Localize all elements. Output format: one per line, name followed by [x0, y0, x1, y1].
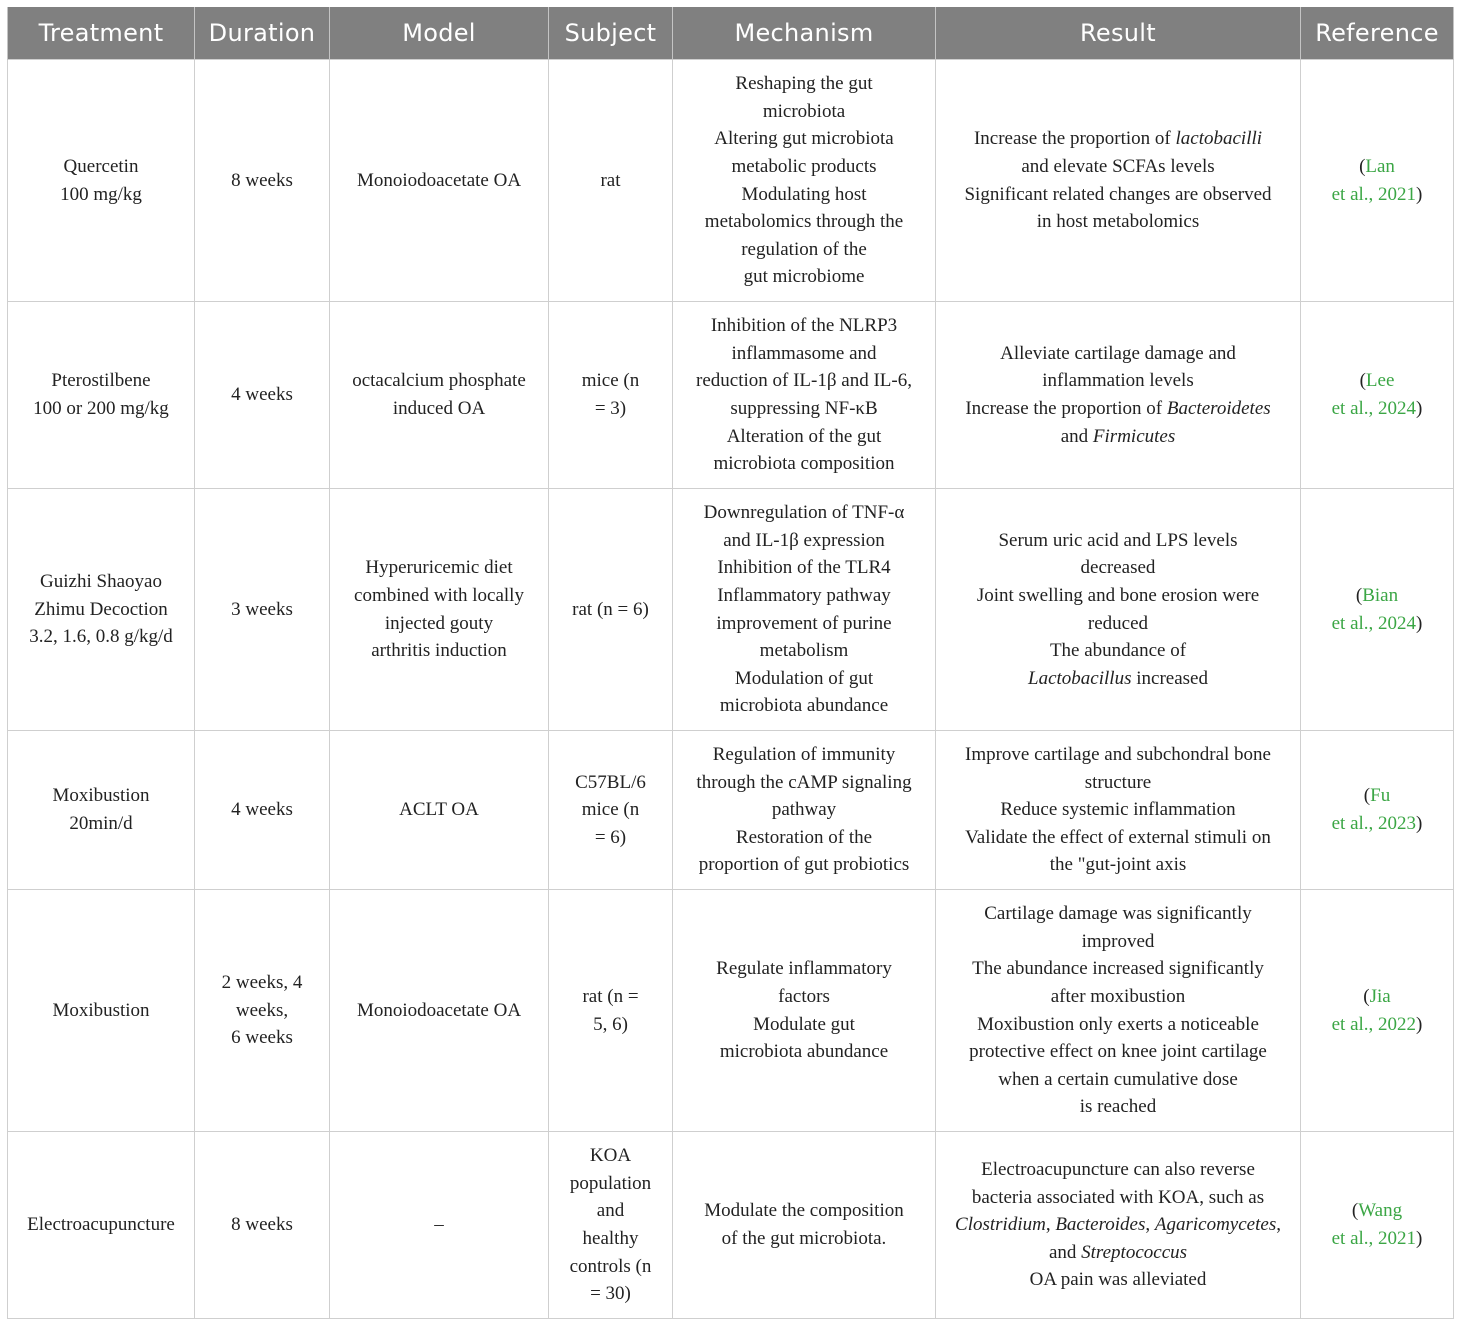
reference-link-author[interactable]: Wang: [1358, 1200, 1403, 1222]
result-italic-text: Bacteroides: [1055, 1214, 1146, 1236]
mechanism-cell-line: microbiota: [762, 100, 846, 122]
reference-line: (Wang: [1351, 1200, 1403, 1222]
header-mechanism: Mechanism: [673, 7, 936, 60]
table-row: [8, 302, 1454, 489]
result-italic-text: Lactobacillus: [1028, 667, 1132, 689]
subject-cell-line: = 30): [590, 1283, 631, 1305]
result-text: bacteria associated with KOA, such as: [971, 1186, 1265, 1208]
mechanism-cell-line: Inhibition of the NLRP3: [710, 315, 898, 337]
result-cell-line: [944, 928, 1292, 956]
result-cell-line: [944, 395, 1292, 423]
result-cell-line: [944, 741, 1292, 769]
reference-line: et al., 2021): [1331, 183, 1423, 205]
mechanism-cell-line: Modulating host: [741, 183, 867, 205]
model-cell-line: Monoiodoacetate OA: [356, 169, 522, 191]
reference-line: et al., 2023): [1331, 813, 1423, 834]
result-italic-text: Bacteroidetes: [1166, 398, 1271, 419]
result-text: Cartilage damage was significantly: [984, 903, 1252, 925]
model-cell-line: induced OA: [392, 398, 486, 419]
mechanism-cell-line: pathway: [771, 799, 837, 821]
result-cell-line: [944, 340, 1292, 368]
result-cell-line: [944, 637, 1292, 665]
model-cell-line: combined with locally: [354, 584, 524, 606]
header-model: Model: [330, 7, 549, 60]
result-text: Validate the effect of external stimuli on: [965, 826, 1271, 848]
table-row: [8, 890, 1454, 1132]
result-text: the "gut-joint axis: [1049, 854, 1187, 876]
result-cell-line: [944, 367, 1292, 395]
subject-cell: [549, 302, 673, 489]
mechanism-cell-line: Restoration of the: [735, 826, 873, 848]
model-cell-line: Hyperuricemic diet: [365, 557, 513, 579]
model-cell: [330, 731, 549, 890]
result-text: is reached: [1079, 1096, 1157, 1118]
model-cell: [330, 302, 549, 489]
treatment-cell: [8, 731, 195, 890]
reference-line: (Jia: [1363, 985, 1391, 1007]
mechanism-cell-line: Modulate the composition: [704, 1200, 904, 1222]
subject-cell-line: rat (n =: [582, 985, 639, 1007]
mechanism-cell: [673, 60, 936, 302]
result-cell-line: [944, 554, 1292, 582]
result-cell: [936, 60, 1301, 302]
mechanism-cell-line: improvement of purine: [716, 612, 892, 634]
treatment-cell: [8, 489, 195, 731]
treatment-cell-line: Zhimu Decoction: [34, 598, 168, 620]
mechanism-cell-line: Alteration of the gut: [726, 425, 882, 447]
duration-cell-line: 8 weeks: [231, 1214, 293, 1236]
table-row: [8, 60, 1454, 302]
result-cell-line: [944, 1211, 1292, 1239]
result-text: Alleviate cartilage damage and: [1000, 342, 1236, 364]
subject-cell-line: C57BL/6: [575, 771, 646, 793]
model-cell-line: ACLT OA: [399, 799, 479, 821]
result-text: after moxibustion: [1050, 985, 1186, 1007]
result-cell: [936, 1132, 1301, 1319]
result-text: and: [1060, 425, 1093, 447]
treatment-cell: [8, 60, 195, 302]
mechanism-cell-line: Modulate gut: [753, 1013, 855, 1035]
result-italic-text: Agaricomycetes: [1154, 1214, 1277, 1236]
reference-line: et al., 2024): [1331, 612, 1423, 634]
reference-cell: [1301, 1132, 1454, 1319]
table-row: [8, 1132, 1454, 1319]
reference-cell: [1301, 302, 1454, 489]
result-text: increased: [1131, 667, 1208, 689]
result-cell-line: [944, 527, 1292, 555]
result-text: Moxibustion only exerts a noticeable: [977, 1013, 1259, 1035]
reference-link-author[interactable]: Bian: [1362, 584, 1399, 606]
result-cell-line: [944, 181, 1292, 209]
result-cell-line: [944, 582, 1292, 610]
result-text: The abundance increased significantly: [972, 958, 1264, 980]
header-treatment: Treatment: [8, 7, 195, 60]
model-cell-line: –: [434, 1214, 444, 1236]
result-cell-line: [944, 1038, 1292, 1066]
mechanism-cell-line: Inflammatory pathway: [717, 584, 891, 606]
header-subject: Subject: [549, 7, 673, 60]
treatment-cell: [8, 1132, 195, 1319]
studies-table: [7, 7, 1454, 1319]
reference-link-year[interactable]: et al., 2024: [1331, 398, 1417, 419]
duration-cell-line: 3 weeks: [231, 598, 293, 620]
result-text: Significant related changes are observed: [964, 183, 1272, 205]
model-cell-line: arthritis induction: [371, 640, 507, 662]
mechanism-cell-line: Modulation of gut: [734, 667, 874, 689]
reference-cell: [1301, 489, 1454, 731]
treatment-cell-line: 100 or 200 mg/kg: [33, 398, 169, 419]
subject-cell: [549, 1132, 673, 1319]
subject-cell-line: = 3): [594, 398, 627, 419]
mechanism-cell-line: metabolism: [759, 640, 849, 662]
treatment-cell-line: Moxibustion: [52, 999, 150, 1021]
mechanism-cell-line: Altering gut microbiota: [714, 128, 894, 150]
treatment-cell-line: Pterostilbene: [51, 370, 151, 392]
duration-cell-line: 2 weeks, 4: [221, 972, 303, 994]
mechanism-cell: [673, 890, 936, 1132]
mechanism-cell: [673, 489, 936, 731]
reference-line: et al., 2021): [1331, 1228, 1423, 1249]
reference-link-author[interactable]: Lan: [1365, 155, 1395, 177]
mechanism-cell-line: inflammasome and: [731, 342, 877, 364]
mechanism-cell-line: proportion of gut probiotics: [698, 854, 910, 876]
result-text: Improve cartilage and subchondral bone: [965, 744, 1271, 766]
mechanism-cell-line: Reshaping the gut: [735, 73, 873, 95]
result-italic-text: Firmicutes: [1092, 425, 1176, 447]
result-cell-line: [944, 796, 1292, 824]
subject-cell-line: population: [569, 1172, 652, 1194]
subject-cell: [549, 489, 673, 731]
mechanism-cell: [673, 302, 936, 489]
result-text: protective effect on knee joint cartilage: [969, 1041, 1267, 1063]
result-italic-text: Clostridium: [955, 1214, 1046, 1236]
reference-link-year[interactable]: et al., 2024: [1331, 612, 1417, 634]
model-cell-line: Monoiodoacetate OA: [356, 999, 522, 1021]
subject-cell-line: and: [596, 1200, 625, 1222]
model-cell-line: injected gouty: [384, 612, 494, 634]
model-cell: [330, 890, 549, 1132]
mechanism-cell-line: Regulation of immunity: [712, 744, 896, 766]
mechanism-cell: [673, 731, 936, 890]
result-text: Increase the proportion of: [973, 128, 1176, 150]
subject-cell-line: healthy: [582, 1228, 639, 1249]
header-reference: Reference: [1301, 7, 1454, 60]
result-text: when a certain cumulative dose: [998, 1068, 1238, 1090]
result-cell-line: [944, 983, 1292, 1011]
mechanism-cell-line: Regulate inflammatory: [716, 958, 892, 980]
result-cell-line: [944, 610, 1292, 638]
reference-line: (Lee: [1359, 370, 1395, 392]
result-cell: [936, 890, 1301, 1132]
result-text: in host metabolomics: [1036, 211, 1200, 233]
duration-cell-line: 8 weeks: [231, 169, 293, 191]
duration-cell: [195, 1132, 330, 1319]
reference-link-author[interactable]: Lee: [1365, 370, 1395, 392]
reference-cell: [1301, 60, 1454, 302]
result-text: Increase the proportion of: [965, 398, 1167, 419]
result-text: Electroacupuncture can also reverse: [981, 1159, 1255, 1181]
mechanism-cell-line: metabolic products: [731, 155, 877, 177]
treatment-cell-line: Moxibustion: [52, 785, 150, 807]
duration-cell-line: weeks,: [235, 999, 289, 1021]
reference-line: (Fu: [1363, 785, 1391, 807]
result-cell-line: [944, 665, 1292, 693]
result-cell-line: [944, 1093, 1292, 1121]
result-cell-line: [944, 1184, 1292, 1212]
mechanism-cell-line: through the cAMP signaling: [696, 771, 912, 793]
reference-line: et al., 2024): [1331, 398, 1423, 419]
mechanism-cell-line: and IL-1β expression: [723, 529, 885, 551]
duration-cell-line: 4 weeks: [231, 799, 293, 821]
result-cell: [936, 489, 1301, 731]
treatment-cell: [8, 890, 195, 1132]
model-cell: [330, 489, 549, 731]
treatment-cell-line: Guizhi Shaoyao: [40, 571, 162, 593]
reference-link-year[interactable]: et al., 2023: [1331, 813, 1417, 834]
reference-line: et al., 2022): [1331, 1013, 1423, 1035]
duration-cell: [195, 302, 330, 489]
result-cell-line: [944, 769, 1292, 797]
mechanism-cell-line: reduction of IL-1β and IL-6,: [696, 370, 912, 392]
duration-cell: [195, 489, 330, 731]
result-cell-line: [944, 851, 1292, 879]
subject-cell: [549, 731, 673, 890]
reference-link-year[interactable]: et al., 2021: [1331, 1228, 1417, 1249]
subject-cell-line: KOA: [589, 1145, 632, 1167]
result-cell-line: [944, 955, 1292, 983]
result-text: ,: [1145, 1214, 1155, 1236]
result-text: Joint swelling and bone erosion were: [976, 584, 1260, 606]
result-cell: [936, 302, 1301, 489]
treatment-cell-line: 20min/d: [69, 813, 133, 834]
result-text: ,: [1045, 1214, 1056, 1236]
result-cell-line: [944, 900, 1292, 928]
result-cell-line: [944, 208, 1292, 236]
result-cell-line: [944, 423, 1292, 451]
result-cell-line: [944, 1066, 1292, 1094]
duration-cell-line: 4 weeks: [231, 384, 293, 406]
result-text: inflammation levels: [1042, 370, 1194, 392]
mechanism-cell-line: microbiota composition: [713, 453, 895, 475]
table-body: [8, 60, 1454, 1319]
subject-cell-line: controls (n: [569, 1255, 652, 1277]
mechanism-cell-line: microbiota abundance: [719, 695, 889, 717]
mechanism-cell-line: gut microbiome: [743, 266, 865, 288]
mechanism-cell-line: of the gut microbiota.: [721, 1228, 887, 1249]
result-italic-text: lactobacilli: [1175, 128, 1263, 150]
result-text: Serum uric acid and LPS levels: [998, 529, 1238, 551]
result-cell: [936, 731, 1301, 890]
mechanism-cell-line: microbiota abundance: [719, 1041, 889, 1063]
duration-cell-line: 6 weeks: [231, 1027, 293, 1049]
header-duration: Duration: [195, 7, 330, 60]
mechanism-cell-line: suppressing NF-κB: [730, 398, 878, 419]
treatment-cell-line: 100 mg/kg: [60, 183, 142, 205]
result-text: Reduce systemic inflammation: [1000, 799, 1236, 821]
duration-cell: [195, 60, 330, 302]
result-text: The abundance of: [1049, 640, 1187, 662]
subject-cell-line: 5, 6): [593, 1013, 628, 1035]
subject-cell-line: rat (n = 6): [572, 598, 649, 620]
subject-cell: [549, 890, 673, 1132]
duration-cell: [195, 731, 330, 890]
mechanism-cell-line: regulation of the: [741, 238, 867, 260]
treatment-cell-line: Quercetin: [63, 155, 139, 177]
result-text: and: [1048, 1241, 1082, 1263]
treatment-cell: [8, 302, 195, 489]
result-text: OA pain was alleviated: [1029, 1269, 1207, 1291]
result-text: and elevate SCFAs levels: [1021, 155, 1215, 177]
reference-link-author[interactable]: Jia: [1369, 985, 1391, 1007]
model-cell: [330, 1132, 549, 1319]
mechanism-cell-line: metabolomics through the: [704, 211, 904, 233]
mechanism-cell-line: factors: [778, 985, 830, 1007]
reference-cell: [1301, 731, 1454, 890]
result-text: decreased: [1080, 557, 1156, 579]
result-cell-line: [944, 1266, 1292, 1294]
result-text: structure: [1084, 771, 1152, 793]
result-cell-line: [944, 1156, 1292, 1184]
result-cell-line: [944, 1011, 1292, 1039]
result-cell-line: [944, 153, 1292, 181]
reference-link-year[interactable]: et al., 2022: [1331, 1013, 1417, 1035]
reference-link-year[interactable]: et al., 2021: [1331, 183, 1417, 205]
subject-cell-line: rat: [600, 169, 621, 191]
result-text: reduced: [1087, 612, 1149, 634]
result-italic-text: Streptococcus: [1081, 1241, 1188, 1263]
duration-cell: [195, 890, 330, 1132]
reference-link-author[interactable]: Fu: [1370, 785, 1391, 807]
mechanism-cell-line: Inhibition of the TLR4: [717, 557, 891, 579]
mechanism-cell: [673, 1132, 936, 1319]
reference-line: (Lan: [1359, 155, 1395, 177]
header-row: [8, 7, 1454, 60]
table-row: [8, 489, 1454, 731]
reference-cell: [1301, 890, 1454, 1132]
model-cell-line: octacalcium phosphate: [352, 370, 526, 392]
treatment-cell-line: Electroacupuncture: [27, 1214, 175, 1236]
result-cell-line: [944, 1239, 1292, 1267]
treatment-cell-line: 3.2, 1.6, 0.8 g/kg/d: [29, 626, 173, 648]
reference-line: (Bian: [1355, 584, 1399, 606]
subject-cell-line: mice (n: [581, 370, 640, 392]
result-cell-line: [944, 824, 1292, 852]
result-text: improved: [1081, 930, 1155, 952]
subject-cell-line: = 6): [594, 826, 627, 848]
mechanism-cell-line: Downregulation of TNF-α: [703, 502, 905, 524]
subject-cell: [549, 60, 673, 302]
header-result: Result: [936, 7, 1301, 60]
result-text: ,: [1276, 1214, 1281, 1236]
result-cell-line: [944, 125, 1292, 153]
model-cell: [330, 60, 549, 302]
subject-cell-line: mice (n: [581, 799, 640, 821]
table-row: [8, 731, 1454, 890]
